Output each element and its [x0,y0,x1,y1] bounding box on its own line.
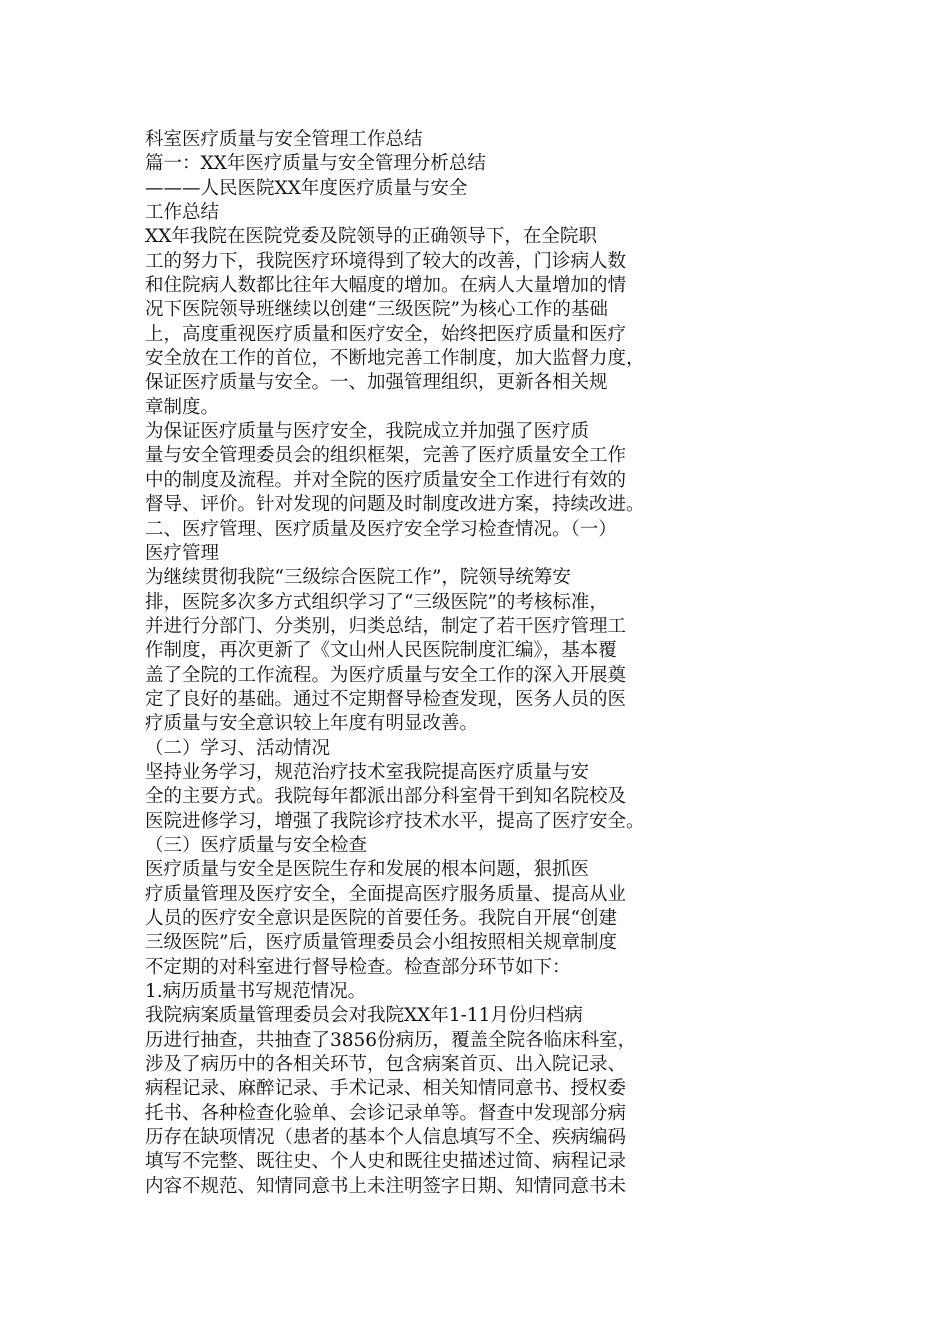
text-line: 疗质量管理及医疗安全，全面提高医疗服务质量、提高从业 [145,883,627,905]
text-line: 人员的医疗安全意识是医院的首要任务。我院自开展“创建 [145,908,617,929]
text-line: 督导、评价。针对发现的问题及时制度改进方案，持续改进。 [145,494,645,516]
text-line: 医疗管理 [145,542,220,564]
text-line: 疗质量与安全意识较上年度有明显改善。 [145,713,479,735]
text-line: 填写不完整、既往史、个人史和既往史描述过简、病程记录 [145,1151,627,1173]
text-line: 三级医院”后，医疗质量管理委员会小组按照相关规章制度 [145,932,617,954]
text-line: 工的努力下，我院医疗环境得到了较大的改善，门诊病人数 [145,250,627,272]
text-line: 为继续贯彻我院“三级综合医院工作”，院领导统筹安 [145,567,571,589]
text-line: 我院病案质量管理委员会对我院XX年1-11月份归档病 [145,1005,583,1027]
text-line: 篇一：XX年医疗质量与安全管理分析总结 [145,153,486,175]
text-line: 排，医院多次多方式组织学习了“三级医院”的考核标准， [145,591,608,613]
text-line: 作制度，再次更新了《文山州人民医院制度汇编》，基本覆 [145,640,617,662]
text-line: 工作总结 [145,202,220,224]
text-line: 为保证医疗质量与医疗安全，我院成立并加强了医疗质 [145,421,590,443]
text-line: 定了良好的基础。通过不定期督导检查发现，医务人员的医 [145,688,627,710]
text-line: 涉及了病历中的各相关环节，包含病案首页、出入院记录、 [145,1054,627,1076]
text-line: 量与安全管理委员会的组织框架，完善了医疗质量安全工作 [145,445,627,467]
text-line: 坚持业务学习，规范治疗技术室我院提高医疗质量与安 [145,761,590,783]
text-line: 病程记录、麻醉记录、手术记录、相关知情同意书、授权委 [145,1078,627,1100]
text-line: 保证医疗质量与安全。一、加强管理组织，更新各相关规 [145,372,608,394]
text-line: ———人民医院XX年度医疗质量与安全 [145,177,468,199]
text-line: 况下医院领导班继续以创建“三级医院”为核心工作的基础 [145,299,608,321]
text-line: 并进行分部门、分类别，归类总结，制定了若干医疗管理工 [145,615,627,637]
text-line: 科室医疗质量与安全管理工作总结 [145,129,423,150]
text-line: 全的主要方式。我院每年都派出部分科室骨干到知名院校及 [145,786,627,808]
text-line: 盖了全院的工作流程。为医疗质量与安全工作的深入开展奠 [145,664,627,686]
text-line: 托书、各种检查化验单、会诊记录单等。督查中发现部分病 [145,1102,627,1124]
text-line: 中的制度及流程。并对全院的医疗质量安全工作进行有效的 [145,469,627,491]
text-line: 章制度。 [145,396,220,418]
text-line: 历进行抽查，共抽查了3856份病历，覆盖全院各临床科室， [145,1029,637,1051]
document-body [145,128,665,1199]
text-line: XX年我院在医院党委及院领导的正确领导下，在全院职 [145,226,597,248]
text-line: （三）医疗质量与安全检查 [145,834,368,856]
text-line: （二）学习、活动情况 [145,737,331,759]
text-line: 和住院病人数都比往年大幅度的增加。在病人大量增加的情 [145,275,627,297]
text-line: 二、医疗管理、医疗质量及医疗安全学习检查情况。（一） [145,518,617,540]
text-line: 上，高度重视医疗质量和医疗安全，始终把医疗质量和医疗 [145,323,627,345]
text-line: 内容不规范、知情同意书上未注明签字日期、知情同意书未 [145,1175,627,1197]
text-line: 1.病历质量书写规范情况。 [145,981,367,1003]
text-line: 医疗质量与安全是医院生存和发展的根本问题，狠抓医 [145,859,590,881]
text-line: 医院进修学习，增强了我院诊疗技术水平，提高了医疗安全。 [145,810,645,832]
text-line: 不定期的对科室进行督导检查。检查部分环节如下： [145,956,571,978]
text-line: 安全放在工作的首位，不断地完善工作制度，加大监督力度， [145,348,645,370]
text-line: 历存在缺项情况（患者的基本个人信息填写不全、疾病编码 [145,1127,627,1149]
